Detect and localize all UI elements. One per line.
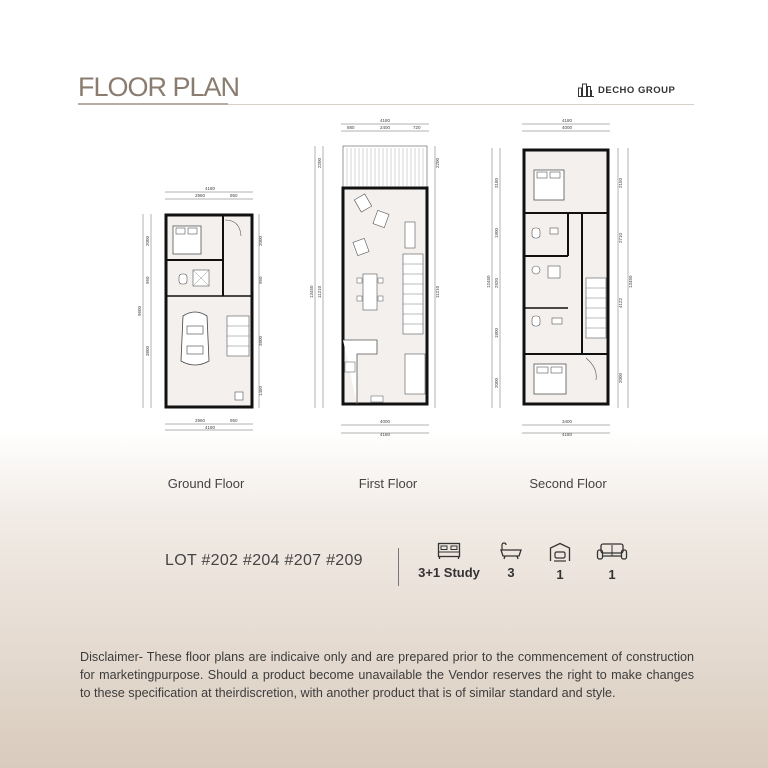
dim-second-right-4: 2000 [618,372,623,383]
second-floor-label: Second Floor [529,476,607,491]
dim-ground-right-1: 2000 [258,235,263,246]
brand-name: DECHO GROUP [598,84,676,96]
dim-second-top-a: 4000 [562,125,573,130]
feature-divider [398,548,399,586]
dim-first-top-b: 2400 [380,125,391,130]
bathrooms-value: 3 [507,565,515,580]
dim-first-top-total: 4180 [380,118,391,123]
dim-second-right-total: 13450 [628,275,633,288]
dim-second-right-3: 4122 [618,297,623,308]
dim-first-left-total: 13450 [309,285,314,298]
lot-numbers: LOT #202 #204 #207 #209 [165,552,363,569]
dim-second-bottom-total: 4180 [562,432,573,437]
dim-second-left-4: 1800 [494,327,499,338]
dim-second-bottom-a: 3400 [562,419,573,424]
dim-ground-left-3: 3800 [145,345,150,356]
dim-second-left-5: 2000 [494,377,499,388]
dim-second-right-2: 2710 [618,232,623,243]
dim-second-left-1: 3180 [494,177,499,188]
dim-ground-left-1: 2000 [145,235,150,246]
dim-first-left-2: 11210 [317,285,322,298]
dim-ground-top-a: 2960 [195,193,206,198]
dim-first-right-2: 11210 [435,285,440,298]
dim-ground-right-3: 3800 [258,335,263,346]
living-value: 1 [608,567,616,582]
ground-floor-plan [135,186,275,432]
header-rule [228,104,694,105]
dim-second-top-total: 4180 [562,118,573,123]
bed-icon [437,542,461,560]
garage-value: 1 [556,567,564,582]
dim-ground-left-total: 9600 [137,305,142,316]
disclaimer-text: Disclaimer- These floor plans are indicaive only and are prepared prior to the commencement of construction for marketingpurpose. Should a product become unavailable the Vendor reserves the right to make changes to these specification at theirdiscretion, with another product that is of similar standard and style. [80,650,694,700]
dim-second-left-2: 1900 [494,227,499,238]
dim-first-bottom-total: 4180 [380,432,391,437]
dim-ground-right-2: 950 [258,276,263,284]
dim-first-bottom-a: 4000 [380,419,391,424]
page-title: FLOOR PLAN [78,72,240,102]
dim-second-right-1: 2150 [618,177,623,188]
ground-floor-label: Ground Floor [167,476,245,491]
title-underline [78,103,228,105]
building-logo-icon [578,83,594,97]
dim-ground-top-total: 4180 [205,186,216,191]
first-floor-plan [305,118,457,438]
first-floor-label: First Floor [358,476,418,491]
dim-ground-bottom-a: 2960 [195,418,206,423]
dim-ground-left-2: 950 [145,276,150,284]
living-feature [567,542,657,582]
dim-ground-right-4: 1450 [258,385,263,396]
dim-ground-top-b: 950 [230,193,238,198]
sofa-icon [596,542,628,562]
dim-first-top-a: 880 [347,125,355,130]
dim-ground-bottom-total: 4180 [205,425,216,430]
bedrooms-value: 3+1 Study [418,565,480,580]
dim-second-left-3: 2920 [494,277,499,288]
dim-first-left-1: 2200 [317,157,322,168]
dim-ground-bottom-b: 950 [230,418,238,423]
dim-second-left-total: 12450 [486,275,491,288]
second-floor-plan [482,118,634,438]
brand-logo [578,83,675,97]
dim-first-right-1: 2200 [435,157,440,168]
dim-first-top-c: 720 [413,125,421,130]
